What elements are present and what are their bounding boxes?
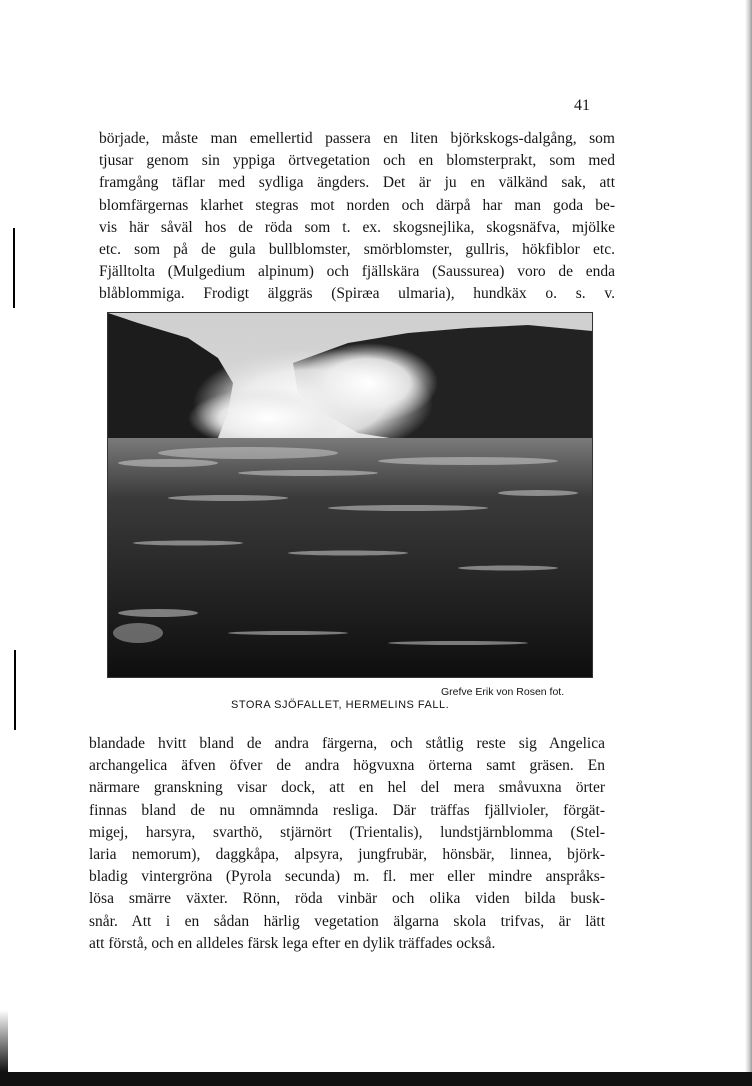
text-line: etc. som på de gula bullblomster, smörblomster, gullris, hökfiblor etc. <box>99 241 615 259</box>
text-line: blandade hvitt bland de andra färgerna, och ståtlig reste sig Angelica <box>89 735 605 752</box>
text-line: blåblommiga. Frodigt älggräs (Spiræa ulmaria), hundkäx o. s. v. <box>99 285 615 303</box>
page-number: 41 <box>574 97 590 114</box>
photo-credit: Grefve Erik von Rosen fot. <box>441 686 565 698</box>
page-edge-shadow <box>745 0 752 1086</box>
text-line: vis här såväl hos de röda som t. ex. skogsnejlika, skogsnäfva, mjölke <box>99 218 615 236</box>
text-line: bladig vintergröna (Pyrola secunda) m. fl. mer eller mindre anspråks- <box>89 868 605 886</box>
waterfall-photo <box>107 312 593 678</box>
text-line: archangelica äfven öfver de andra högvuxna örterna samt gräsen. En <box>89 757 605 775</box>
paragraph-bottom <box>89 733 605 955</box>
text-line: började, måste man emellertid passera en liten björkskogs-dalgång, som <box>99 130 615 147</box>
paragraph-top <box>99 128 615 306</box>
margin-mark <box>13 228 15 308</box>
text-line: migej, harsyra, svarthö, stjärnört (Trientalis), lundstjärnblomma (Stel- <box>89 823 605 841</box>
binding-shadow <box>0 1010 8 1072</box>
text-line: lösa smärre växter. Rönn, röda vinbär och olika viden bilda busk- <box>89 890 605 908</box>
text-line: Fjälltolta (Mulgedium alpinum) och fjällskära (Saussurea) voro de enda <box>99 263 615 281</box>
text-line: blomfärgernas klarhet stegras mot norden och därpå har man goda be- <box>99 196 615 214</box>
text-line: att förstå, och en alldeles färsk lega efter en dylik träffades också. <box>89 934 496 952</box>
scan-border <box>0 1072 752 1086</box>
figure-caption: STORA SJÖFALLET, HERMELINS FALL. <box>231 699 450 711</box>
text-line: laria nemorum), daggkåpa, alpsyra, jungfrubär, hönsbär, linnea, björk- <box>89 846 605 864</box>
margin-mark <box>14 650 16 730</box>
text-line: framgång täflar med sydliga ängders. Det är ju en välkänd sak, att <box>99 174 615 192</box>
text-line: snår. Att i en sådan härlig vegetation älgarna skola trifvas, är lätt <box>89 912 605 930</box>
text-line: tjusar genom sin yppiga örtvegetation och en blomsterprakt, som med <box>99 152 615 170</box>
text-line: närmare granskning visar dock, att en hel del mera småvuxna örter <box>89 779 605 797</box>
text-line: finnas bland de nu omnämnda resliga. Där träffas fjällvioler, förgät- <box>89 801 605 819</box>
